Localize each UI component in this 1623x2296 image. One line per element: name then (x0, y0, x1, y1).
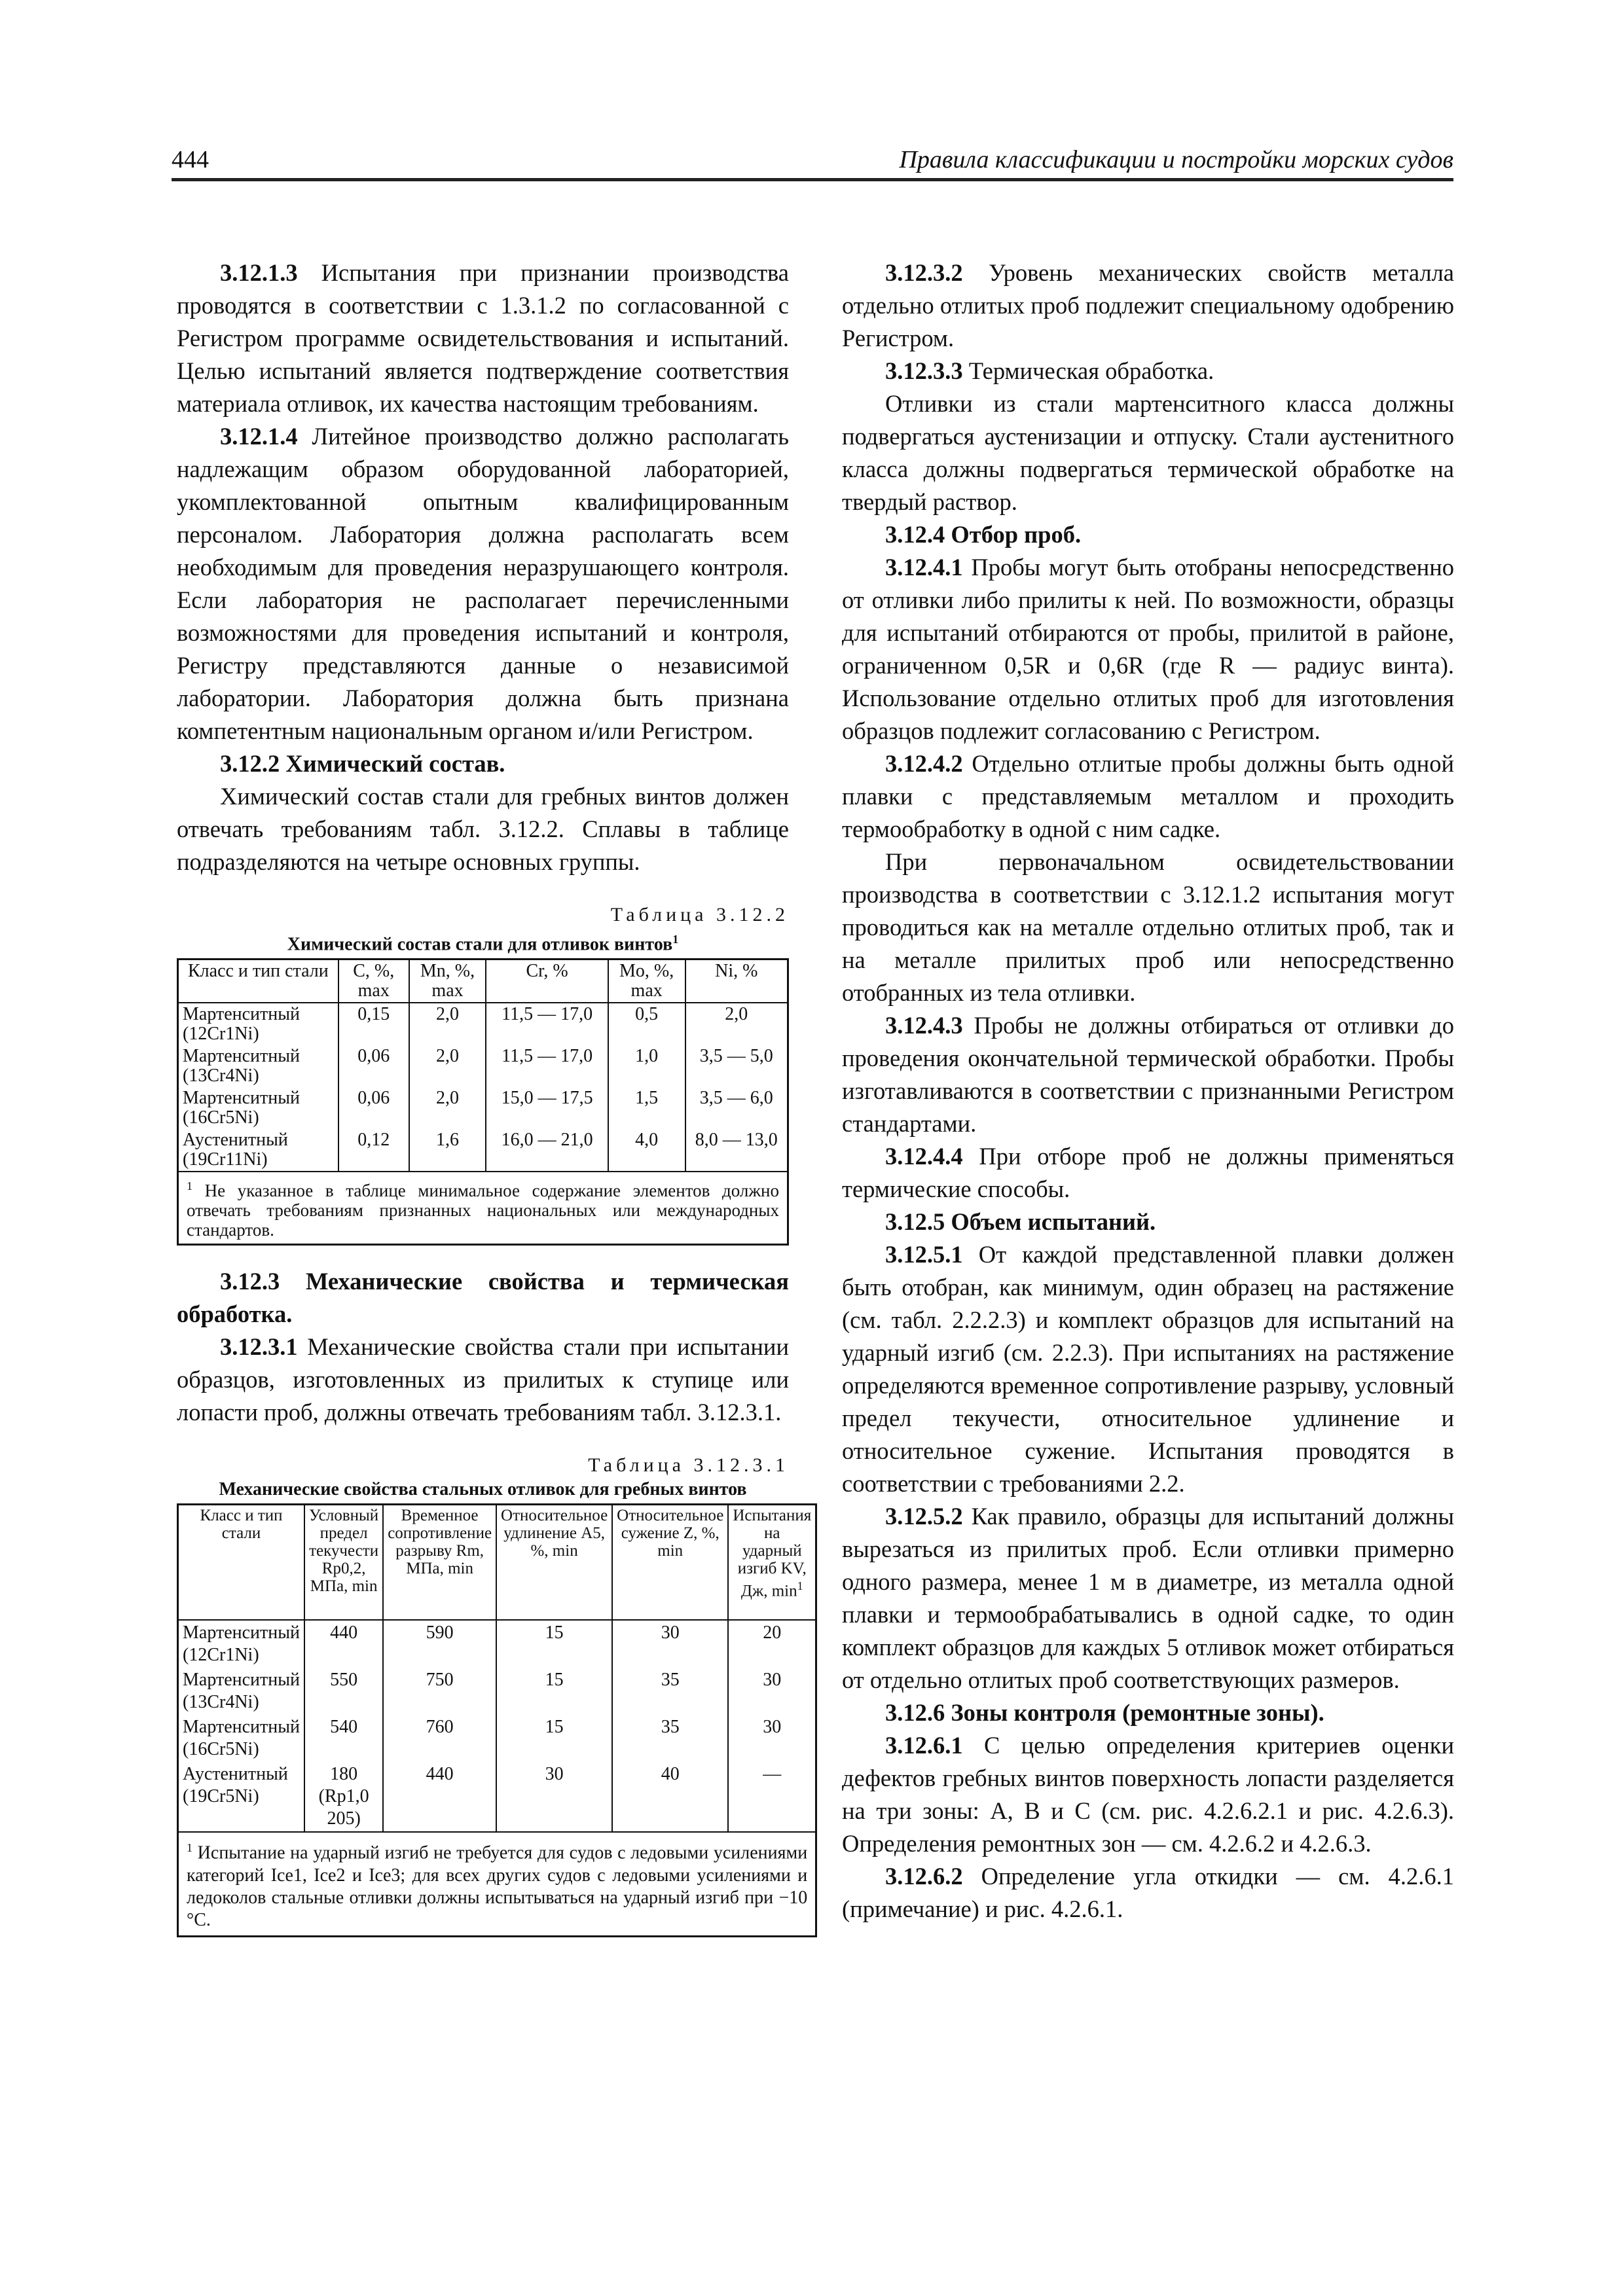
paragraph-3-12-6-2: 3.12.6.2 Определение угла откидки — см. 4.2.6.1 (примечание) и рис. 4.2.6.1. (842, 1863, 1454, 1922)
table-row: Мартенситный (13Cr4Ni) 550 750 15 35 30 (178, 1668, 816, 1715)
paragraph-3-12-4-3: 3.12.4.3 Пробы не должны отбираться от отливки до проведения окончательной термической обработки. Пробы изготавливаются в соответствии с признанными Регистром стандартами. (842, 1012, 1454, 1137)
paragraph-3-12-3-3: 3.12.3.3 Термическая обработка. (885, 357, 1214, 384)
paragraph-3-12-4-2: 3.12.4.2 Отдельно отлитые пробы должны быть одной плавки с представляемым металлом и проходить термообработку в одной с ним садке. (842, 750, 1454, 842)
section-heading-3-12-6: 3.12.6 Зоны контроля (ремонтные зоны). (885, 1699, 1324, 1726)
header-cell-impact: Испытания на ударный изгиб KV, Дж, $\min^1$ (728, 1505, 816, 1621)
chemical-composition-table (177, 958, 789, 1246)
paragraph-3-12-1-3: 3.12.1.3 Испытания при признании производства проводятся в соответствии с 1.3.1.2 по согласованной с Регистром программе освидетельствования и испытаний. Целью испытаний является подтверждение соответствия материала отливок, их качества настоящим требованиям. (177, 259, 789, 417)
header-cell: Относительное удлинение A5, %, min (496, 1505, 612, 1621)
right-column (842, 257, 1454, 1926)
paragraph-3-12-3-2: 3.12.3.2 Уровень механических свойств металла отдельно отлитых проб подлежит специальному одобрению Регистром. (842, 259, 1454, 351)
table-header-row (178, 960, 788, 1003)
table-title-chemical: Химический состав стали для отливок винтов$^1$ (287, 933, 679, 955)
left-column (177, 257, 812, 1937)
paragraph-3-12-5-2: 3.12.5.2 Как правило, образцы для испытаний должны вырезаться из прилитых проб. Если отливки примерно одного размера, менее 1 м в диаметре, из металла одной плавки и термообрабатывались в одной садке, то один комплект образцов для каждых 5 отливок может отбираться от отдельно отлитых проб соответствующих размеров. (842, 1503, 1454, 1693)
section-heading-3-12-2: 3.12.2 Химический состав. (220, 750, 505, 777)
running-title: Правила классификации и постройки морских судов (899, 146, 1453, 173)
paragraph-heat-treatment: Отливки из стали мартенситного класса должны подвергаться аустенизации и отпуску. Стали аустенитного класса должны подвергаться термической обработке на твердый раствор. (842, 390, 1454, 515)
table-title-mechanical: Механические свойства стальных отливок для гребных винтов (219, 1479, 747, 1500)
header-cell: Mn, %, max (409, 960, 486, 1003)
paragraph-3-12-6-1: 3.12.6.1 С целью определения критериев оценки дефектов гребных винтов поверхность лопасти разделяется на три зоны: A, B и C (см. рис. 4.2.6.2.1 и рис. 4.2.6.3). Определения ремонтных зон — см. 4.2.6.2 и 4.2.6.3. (842, 1732, 1454, 1857)
section-heading-3-12-4: 3.12.4 Отбор проб. (885, 521, 1082, 548)
table-caption-3-12-2: Таблица 3.12.2 (610, 904, 789, 925)
page-number: 444 (172, 146, 209, 173)
paragraph-3-12-4-4: 3.12.4.4 При отборе проб не должны применяться термические способы. (842, 1143, 1454, 1202)
table-footnote: $^1$ Испытание на ударный изгиб не требуется для судов с ледовыми усилениями категорий Ice1, Ice2 и Ice3; для всех других судов с ледовыми усилениями и ледоколов стальные отливки должны испытываться на ударный изгиб при −10 °C. (178, 1832, 816, 1936)
paragraph-3-12-4-1: 3.12.4.1 Пробы могут быть отобраны непосредственно от отливки либо прилиты к ней. По возможности, образцы для испытаний отбираются от пробы, прилитой в районе, ограниченном 0,5R и 0,6R (где R — радиус винта). Использование отдельно отлитых проб для изготовления образцов подлежит согласованию с Регистром. (842, 554, 1454, 744)
section-heading-3-12-3: 3.12.3 Механические свойства и термическая обработка. (177, 1268, 789, 1328)
table-header-row (178, 1505, 816, 1621)
page-header (172, 145, 1453, 181)
header-cell: Ni, % (685, 960, 788, 1003)
paragraph-initial-survey: При первоначальном освидетельствовании производства в соответствии с 3.12.1.2 испытания могут проводиться как на металле отдельно отлитых проб, так и на металле прилитых проб или непосредственно отобранных из тела отливки. (842, 848, 1454, 1006)
table-row: Мартенситный (13Cr4Ni) 0,06 2,0 11,5 — 17,0 1,0 3,5 — 5,0 (178, 1045, 788, 1087)
paragraph-3-12-5-1: 3.12.5.1 От каждой представленной плавки должен быть отобран, как минимум, один образец на растяжение (см. табл. 2.2.2.3) и комплект образцов для испытаний на ударный изгиб (см. 2.2.3). При испытаниях на растяжение определяются временное сопротивление разрыву, условный предел текучести, относительное удлинение и относительное сужение. Испытания проводятся в соответствии с требованиями 2.2. (842, 1241, 1454, 1497)
mechanical-properties-table (177, 1503, 817, 1937)
paragraph-3-12-3-1: 3.12.3.1 Механические свойства стали при испытании образцов, изготовленных из прилитых к ступице или лопасти проб, должны отвечать требованиям табл. 3.12.3.1. (177, 1333, 789, 1426)
table-row: Мартенситный (16Cr5Ni) 540 760 15 35 30 (178, 1715, 816, 1762)
header-cell: Mo, %, max (608, 960, 685, 1003)
table-row: Аустенитный (19Cr11Ni) 0,12 1,6 16,0 — 21,0 4,0 8,0 — 13,0 (178, 1129, 788, 1172)
table-footnote: $^1$ Не указанное в таблице минимальное содержание элементов должно отвечать требованиям признанных национальных или международных стандартов. (178, 1172, 788, 1245)
header-cell: C, %, max (338, 960, 409, 1003)
table-row: Мартенситный (12Cr1Ni) 0,15 2,0 11,5 — 17,0 0,5 2,0 (178, 1003, 788, 1045)
table-row: Мартенситный (12Cr1Ni) 440 590 15 30 20 (178, 1620, 816, 1668)
header-cell: Класс и тип стали (178, 960, 338, 1003)
table-note-row (178, 1832, 816, 1936)
paragraph-chem-intro: Химический состав стали для гребных винтов должен отвечать требованиям табл. 3.12.2. Сплавы в таблице подразделяются на четыре основных группы. (177, 783, 789, 875)
header-cell: Класс и тип стали (178, 1505, 305, 1621)
header-cell: Относительное сужение Z, %, min (612, 1505, 728, 1621)
table-row: Аустенитный (19Cr5Ni) 180 (Rp1,0 205) 440 30 40 — (178, 1762, 816, 1832)
paragraph-3-12-1-4: 3.12.1.4 Литейное производство должно располагать надлежащим образом оборудованной лабораторией, укомплектованной опытным квалифицированным персоналом. Лаборатория должна располагать всем необходимым для проведения неразрушающего контроля. Если лаборатория не располагает перечисленными возможностями для проведения испытаний и контроля, Регистру представляются данные о независимой лаборатории. Лаборатория должна быть признана компетентным национальным органом и/или Регистром. (177, 423, 789, 744)
table-note-row (178, 1172, 788, 1245)
header-cell: Cr, % (486, 960, 608, 1003)
header-cell: Временное сопротивление разрыву Rm, МПа, min (383, 1505, 496, 1621)
table-caption-3-12-3-1: Таблица 3.12.3.1 (588, 1454, 789, 1477)
header-cell: Условный предел текучести Rp0,2, МПа, min (304, 1505, 383, 1621)
table-row: Мартенситный (16Cr5Ni) 0,06 2,0 15,0 — 17,5 1,5 3,5 — 6,0 (178, 1087, 788, 1129)
section-heading-3-12-5: 3.12.5 Объем испытаний. (885, 1208, 1156, 1235)
